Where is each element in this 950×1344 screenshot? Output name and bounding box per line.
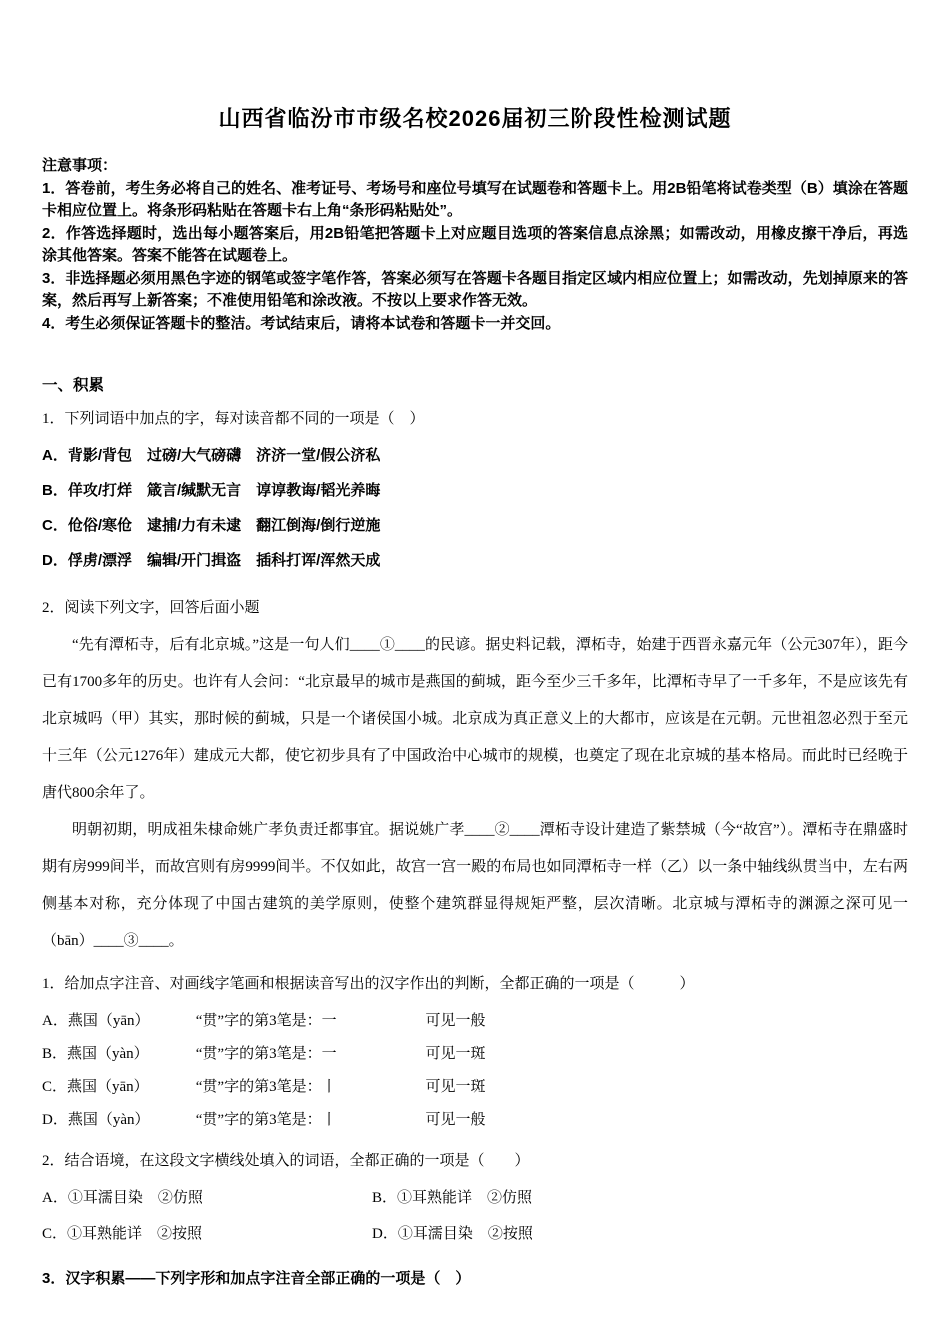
sub2-option-b: B．①耳熟能详 ②仿照 <box>372 1190 533 1206</box>
option-stroke-judgment: “贯”字的第3笔是：一 <box>195 1046 337 1062</box>
section-heading-accumulation: 一、积累 <box>42 377 105 394</box>
reading-passage <box>42 627 908 960</box>
option-word-pinyin: D．燕国（yàn） <box>42 1112 150 1128</box>
sub-question-1-options <box>42 1005 908 1137</box>
question-1-option-b: B．佯攻/打烊 箴言/缄默无言 谆谆教诲/韬光养晦 <box>42 482 381 499</box>
sub-question-2-stem: 2．结合语境，在这段文字横线处填入的词语，全都正确的一项是（ ） <box>42 1153 530 1169</box>
option-idiom: 可见一般 <box>425 1013 486 1029</box>
option-stroke-judgment: “贯”字的第3笔是：丨 <box>195 1079 337 1095</box>
notice-item-3: 3．非选择题必须用黑色字迹的钢笔或签字笔作答，答案必须写在答题卡各题目指定区域内相应位置上；如需改动，先划掉原来的答案，然后再写上新答案；不准使用铅笔和涂改液。不按以上要求作答无效。 <box>42 269 908 309</box>
question-1-option-a: A．背影/背包 过磅/大气磅礴 济济一堂/假公济私 <box>42 447 381 464</box>
question-2 <box>42 596 908 1291</box>
option-stroke-judgment: “贯”字的第3笔是：丨 <box>195 1112 337 1128</box>
option-stroke-judgment: “贯”字的第3笔是：一 <box>195 1013 337 1029</box>
question-1-option-d: D．俘虏/漂浮 编辑/开门揖盗 插科打诨/浑然天成 <box>42 552 381 569</box>
option-word-pinyin: B．燕国（yàn） <box>42 1046 149 1062</box>
option-word-pinyin: A．燕国（yān） <box>42 1013 150 1029</box>
question-2-stem: 2．阅读下列文字，回答后面小题 <box>42 600 260 616</box>
option-idiom: 可见一斑 <box>425 1046 486 1062</box>
sub-question-3-stem: 3．汉字积累——下列字形和加点字注音全部正确的一项是（ ） <box>42 1270 471 1287</box>
passage-paragraph-1: “先有潭柘寺，后有北京城。”这是一句人们____①____的民谚。据史料记载，潭柘寺，始建于西晋永嘉元年（公元307年），距今已有1700多年的历史。也许有人会问：“北京最早的城市是燕国的蓟城，距今至少三千多年，比潭柘寺早了一千多年，不是应该先有北京城吗（甲）其实，那时候的蓟城，只是一个诸侯国小城。北京成为真正意义上的大都市，应该是在元朝。元世祖忽必烈于至元十三年（公元1276年）建成元大都，使它初步具有了中国政治中心城市的规模，也奠定了现在北京城的基本格局。而此时已经晚于唐代800余年了。 <box>42 637 908 801</box>
option-idiom: 可见一般 <box>425 1112 486 1128</box>
question-1 <box>42 407 908 578</box>
sub2-option-d: D．①耳濡目染 ②按照 <box>372 1226 533 1242</box>
notice-item-2: 2．作答选择题时，选出每小题答案后，用2B铅笔把答题卡上对应题目选项的答案信息点涂黑；如需改动，用橡皮擦干净后，再选涂其他答案。答案不能答在试题卷上。 <box>42 224 908 264</box>
passage-paragraph-2: 明朝初期，明成祖朱棣命姚广孝负责迁都事宜。据说姚广孝____②____潭柘寺设计建造了紫禁城（今“故宫”）。潭柘寺在鼎盛时期有房999间半，而故宫则有房9999间半。不仅如此，故宫一宫一殿的布局也如同潭柘寺一样（乙）以一条中轴线纵贯当中，左右两侧基本对称，充分体现了中国古建筑的美学原则，使整个建筑群显得规矩严整，层次清晰。北京城与潭柘寺的渊源之深可见一（bān）____③____。 <box>42 822 908 949</box>
notice-item-4: 4．考生必须保证答题卡的整洁。考试结束后，请将本试卷和答题卡一并交回。 <box>42 314 561 332</box>
sub-question-1-stem: 1．给加点字注音、对画线字笔画和根据读音写出的汉字作出的判断，全都正确的一项是（ ） <box>42 976 695 992</box>
sub-question-2-options <box>42 1180 908 1252</box>
sub1-option-d <box>42 1104 908 1137</box>
question-1-stem: 1．下列词语中加点的字，每对读音都不同的一项是（ ） <box>42 411 425 427</box>
notice-section <box>42 155 908 335</box>
sub2-option-c: C．①耳熟能详 ②按照 <box>42 1226 203 1242</box>
notice-item-1: 1．答卷前，考生务必将自己的姓名、准考证号、考场号和座位号填写在试题卷和答题卡上。用2B铅笔将试卷类型（B）填涂在答题卡相应位置上。将条形码粘贴在答题卡右上角“条形码粘贴处”。 <box>42 179 908 219</box>
notice-header: 注意事项： <box>42 157 118 174</box>
sub2-options-row-2 <box>42 1216 908 1252</box>
sub1-option-c <box>42 1071 908 1104</box>
option-idiom: 可见一斑 <box>425 1079 486 1095</box>
page-title: 山西省临汾市市级名校2026届初三阶段性检测试题 <box>218 106 732 131</box>
sub2-options-row-1 <box>42 1180 908 1216</box>
question-1-option-c: C．伧俗/寒伧 逮捕/力有未逮 翻江倒海/倒行逆施 <box>42 517 381 534</box>
sub2-option-a: A．①耳濡目染 ②仿照 <box>42 1190 203 1206</box>
sub1-option-a <box>42 1005 908 1038</box>
sub1-option-b <box>42 1038 908 1071</box>
question-1-options <box>42 438 908 578</box>
option-word-pinyin: C．燕国（yān） <box>42 1079 149 1095</box>
